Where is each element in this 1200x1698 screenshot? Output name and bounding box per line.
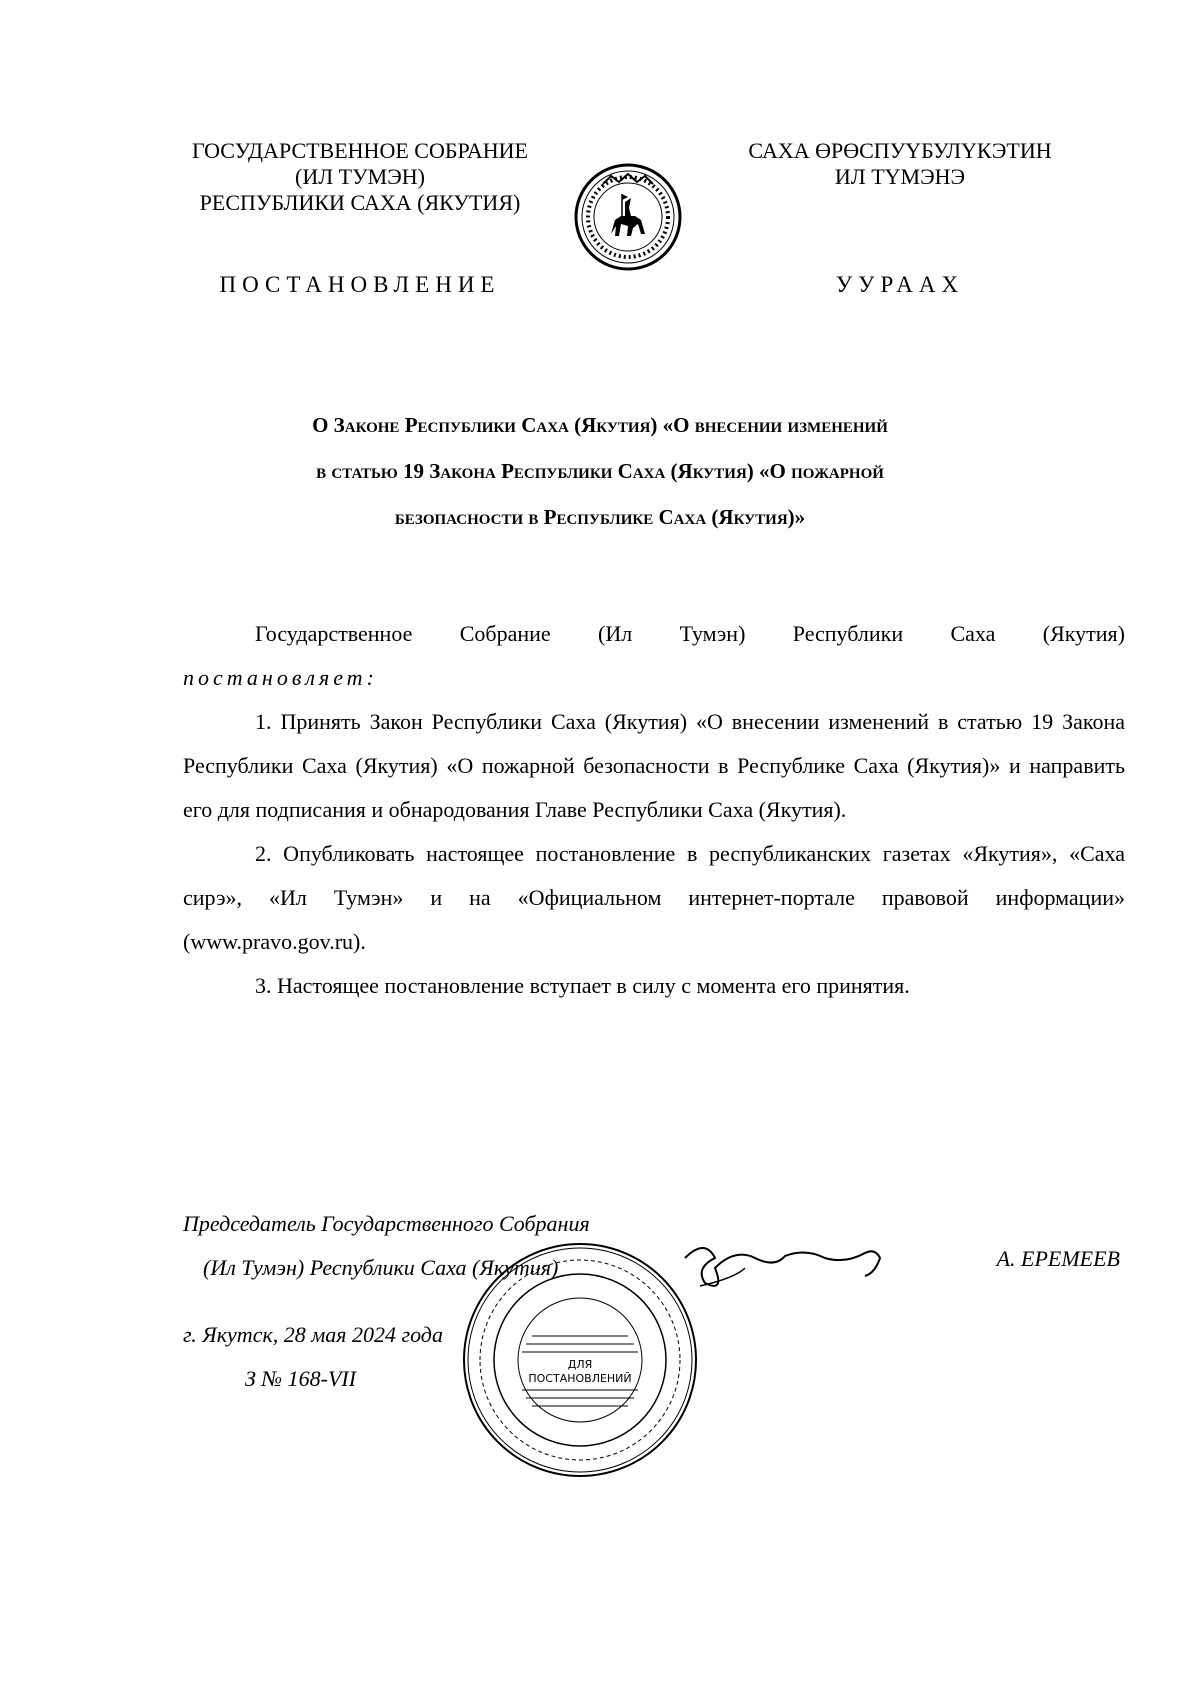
sakha-emblem-icon (573, 162, 683, 272)
header-left-line: ГОСУДАРСТВЕННОЕ СОБРАНИЕ (191, 138, 528, 163)
signatory-title-line: Председатель Государственного Собрания (183, 1211, 590, 1236)
signatory-title-line: (Ил Тумэн) Республики Саха (Якутия) (203, 1255, 559, 1280)
title-line: О Законе Республики Саха (Якутия) «О внесении изменений (312, 413, 888, 437)
header-right-line: ИЛ ТҮМЭНЭ (834, 164, 966, 189)
document-body (183, 612, 1125, 1008)
place-date: г. Якутск, 28 мая 2024 года (183, 1322, 443, 1347)
body-item: 3. Настоящее постановление вступает в силу с момента его принятия. (255, 973, 910, 998)
document-title (170, 402, 1030, 540)
decree-word: постановляет: (183, 665, 378, 690)
body-item: 2. Опубликовать настоящее постановление в республиканских газетах «Якутия», «Саха сирэ», «Ил Тумэн» и на «Официальном интернет-портале правовой информации» (www.pravo.gov.ru). (183, 841, 1125, 954)
official-stamp (460, 1240, 700, 1480)
title-line: безопасности в Республике Саха (Якутия)» (394, 505, 806, 529)
handwritten-signature (675, 1228, 895, 1308)
preamble: Государственное Собрание (Ил Тумэн) Республики Саха (Якутия) (255, 621, 1125, 646)
svg-text:ПОСТАНОВЛЕНИЙ: ПОСТАНОВЛЕНИЙ (528, 1372, 632, 1385)
header-left-line: (ИЛ ТУМЭН) (295, 164, 425, 189)
doc-type-ru: ПОСТАНОВЛЕНИЕ (219, 272, 501, 297)
title-line: в статью 19 Закона Республики Саха (Якутия) «О пожарной (316, 459, 884, 483)
registration-number: З № 168-VII (245, 1366, 357, 1391)
body-item: 1. Принять Закон Республики Саха (Якутия) «О внесении изменений в статью 19 Закона Республики Саха (Якутия) «О пожарной безопасности в Республике Саха (Якутия)» и направить его для подписания и обнародования Главе Республики Саха (Якутия). (183, 709, 1125, 822)
header-right-line: САХА ӨРӨСПУҮБУЛҮКЭТИН (748, 138, 1052, 163)
header-left-block (150, 138, 570, 216)
header-right-block (700, 138, 1100, 190)
doc-type-sah: УУРААХ (835, 272, 965, 297)
header-left-line: РЕСПУБЛИКИ САХА (ЯКУТИЯ) (199, 190, 521, 215)
signatory-name: А. ЕРЕМЕЕВ (996, 1246, 1120, 1271)
svg-text:ДЛЯ: ДЛЯ (567, 1358, 593, 1371)
